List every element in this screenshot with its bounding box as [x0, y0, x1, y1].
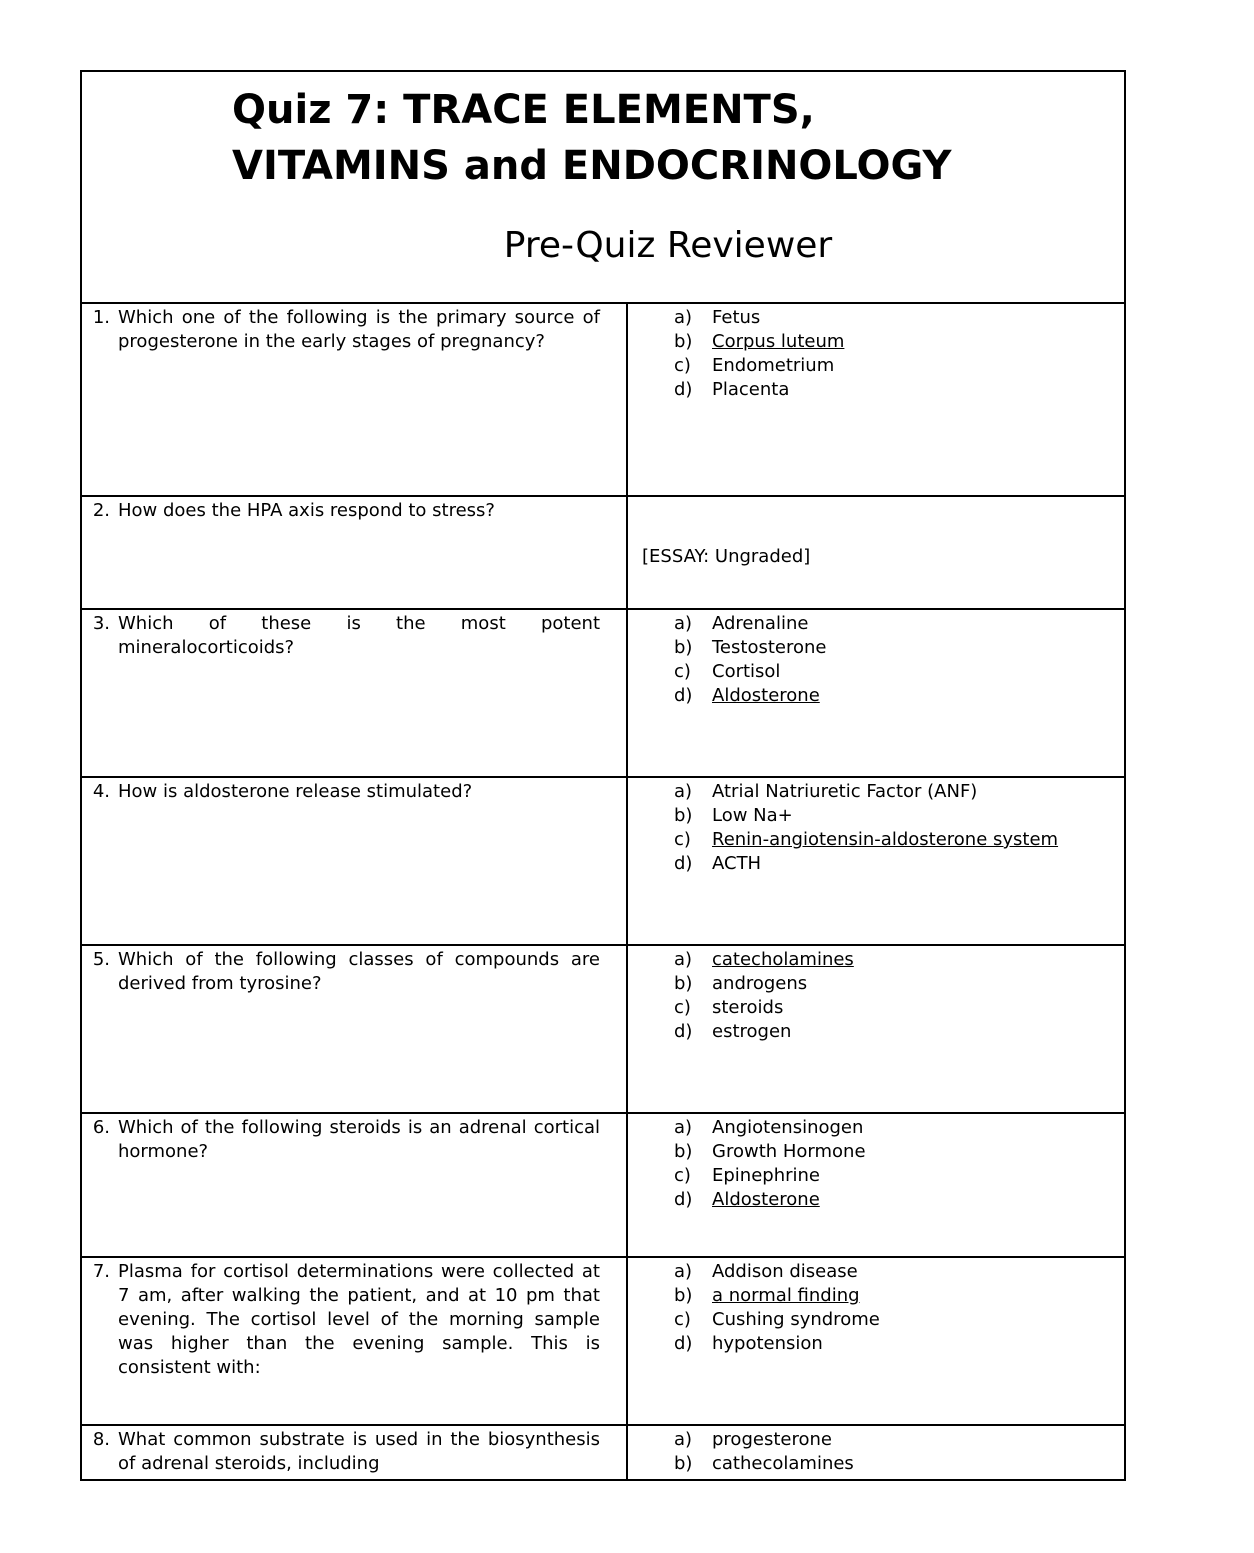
title-line-1: Quiz 7: TRACE ELEMENTS,	[232, 87, 815, 133]
column-divider	[626, 1426, 628, 1479]
question-number: 3.	[92, 613, 110, 634]
option-item: b) Testosterone	[674, 637, 827, 658]
question-body: Which of the following classes of compounds are derived from tyrosine?	[118, 949, 600, 994]
option-item: a) progesterone	[674, 1429, 832, 1450]
question-number: 2.	[92, 500, 110, 521]
question-row-1	[82, 304, 1124, 497]
answer-options	[674, 306, 1114, 402]
question-text	[92, 1428, 600, 1478]
question-row-8	[82, 1426, 1124, 1479]
quiz-title	[232, 82, 1112, 194]
column-divider	[626, 304, 628, 495]
option-item: a) Angiotensinogen	[674, 1117, 864, 1138]
option-item: c) Cortisol	[674, 661, 781, 682]
essay-note: [ESSAY: Ungraded]	[642, 546, 811, 567]
question-body: Which of the following steroids is an adrenal cortical hormone?	[118, 1117, 600, 1162]
column-divider	[626, 497, 628, 608]
question-body: What common substrate is used in the biosynthesis of adrenal steroids, including	[118, 1429, 600, 1474]
option-item-correct: b) a normal finding	[674, 1285, 860, 1306]
answer-options	[674, 1428, 1114, 1476]
question-body: Which of these is the most potent mineralocorticoids?	[118, 613, 600, 658]
question-body: Plasma for cortisol determinations were collected at 7 am, after walking the patient, and at 10 pm that evening. The cortisol level of the morning sample was higher than the evening sample. This is consistent with:	[118, 1261, 600, 1378]
title-line-2: VITAMINS and ENDOCRINOLOGY	[232, 143, 952, 189]
question-text	[92, 612, 600, 660]
question-number: 6.	[92, 1117, 110, 1138]
option-item: d) Placenta	[674, 379, 790, 400]
column-divider	[626, 1114, 628, 1256]
question-number: 5.	[92, 949, 110, 970]
option-item: b) cathecolamines	[674, 1453, 854, 1474]
option-item: c) Epinephrine	[674, 1165, 820, 1186]
option-item: c) Cushing syndrome	[674, 1309, 880, 1330]
option-item: c) Endometrium	[674, 355, 835, 376]
option-item: d) ACTH	[674, 853, 762, 874]
option-item: a) Atrial Natriuretic Factor (ANF)	[674, 781, 978, 802]
question-text	[92, 1260, 600, 1380]
question-row-4	[82, 778, 1124, 946]
option-item: a) Adrenaline	[674, 613, 809, 634]
option-item-correct: a) catecholamines	[674, 949, 854, 970]
answer-options	[674, 612, 1114, 708]
answer-options	[674, 780, 1114, 876]
question-body: Which one of the following is the primary source of progesterone in the early stages of pregnancy?	[118, 307, 600, 352]
answer-options	[674, 1260, 1114, 1356]
option-item: b) Growth Hormone	[674, 1141, 866, 1162]
question-row-7	[82, 1258, 1124, 1426]
question-number: 4.	[92, 781, 110, 802]
quiz-subtitle: Pre-Quiz Reviewer	[503, 225, 833, 266]
question-number: 7.	[92, 1261, 110, 1282]
column-divider	[626, 778, 628, 944]
question-text	[92, 499, 600, 523]
question-row-2	[82, 497, 1124, 610]
question-body: How is aldosterone release stimulated?	[118, 781, 473, 802]
question-row-6	[82, 1114, 1124, 1258]
option-item-correct: c) Renin-angiotensin-aldosterone system	[674, 829, 1059, 850]
quiz-header	[82, 72, 1124, 304]
option-item: b) androgens	[674, 973, 808, 994]
option-item-correct: b) Corpus luteum	[674, 331, 845, 352]
question-text	[92, 948, 600, 996]
quiz-sheet	[80, 70, 1126, 1481]
question-text	[92, 780, 600, 804]
question-text	[92, 1116, 600, 1164]
option-item: d) estrogen	[674, 1021, 792, 1042]
question-text	[92, 306, 600, 354]
question-row-5	[82, 946, 1124, 1114]
option-item-correct: d) Aldosterone	[674, 1189, 820, 1210]
question-body: How does the HPA axis respond to stress?	[118, 500, 495, 521]
answer-options	[674, 1116, 1114, 1212]
option-item: a) Fetus	[674, 307, 761, 328]
option-item: a) Addison disease	[674, 1261, 858, 1282]
option-item: b) Low Na+	[674, 805, 793, 826]
question-number: 8.	[92, 1429, 110, 1450]
column-divider	[626, 1258, 628, 1424]
column-divider	[626, 946, 628, 1112]
column-divider	[626, 610, 628, 776]
answer-options	[674, 948, 1114, 1044]
option-item-correct: d) Aldosterone	[674, 685, 820, 706]
option-item: d) hypotension	[674, 1333, 823, 1354]
option-item: c) steroids	[674, 997, 784, 1018]
question-row-3	[82, 610, 1124, 778]
question-number: 1.	[92, 307, 110, 328]
